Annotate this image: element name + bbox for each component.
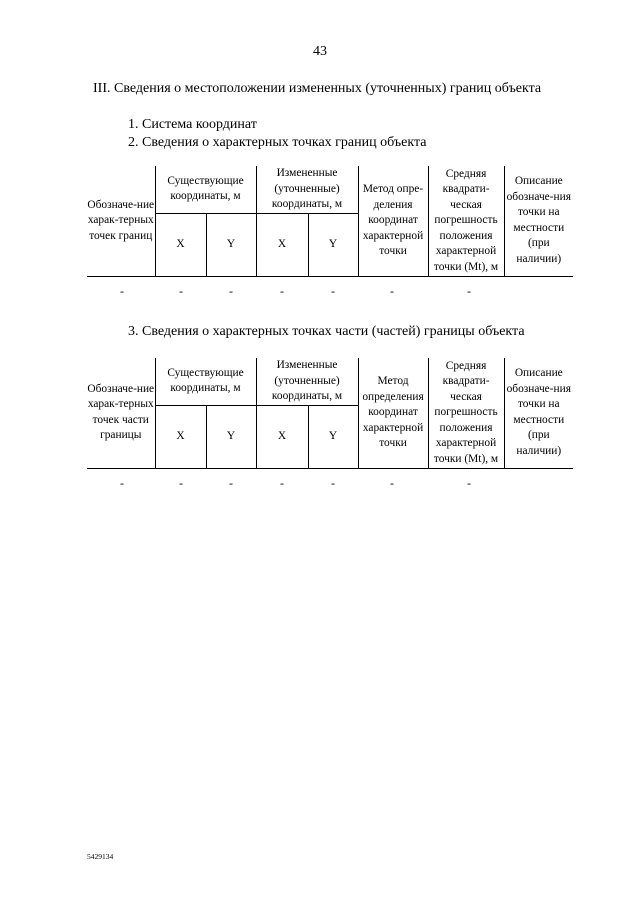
header-existing-y: Y — [206, 405, 256, 468]
header-method: Метод опре-деления координат характерной точки — [358, 166, 428, 276]
document-code: 5429134 — [87, 852, 114, 861]
header-error: Средняя квадрати-ческая погрешность положения характерной точки (Mt), м — [428, 358, 504, 468]
header-changed-coordinates: Измененные (уточненные) координаты, м — [256, 166, 358, 213]
header-changed-x: X — [256, 405, 308, 468]
part-boundary-points-table — [87, 358, 573, 469]
header-changed-y: Y — [308, 213, 358, 276]
header-existing-coordinates: Существующие координаты, м — [155, 166, 256, 213]
table2-cell: - — [229, 476, 233, 490]
section-heading: III. Сведения о местоположении измененных (уточненных) границ объекта — [93, 81, 542, 96]
table1-empty-row — [87, 284, 573, 298]
table2-cell: - — [120, 476, 124, 490]
table2-cell: - — [179, 476, 183, 490]
boundary-points-table — [87, 166, 573, 277]
table2-cell: - — [467, 476, 471, 490]
table1-cell: - — [467, 284, 471, 298]
table1-cell: - — [280, 284, 284, 298]
table1-cell: - — [331, 284, 335, 298]
header-existing-x: X — [155, 213, 206, 276]
table2-cell: - — [331, 476, 335, 490]
table2-empty-row — [87, 476, 573, 490]
table2-cell: - — [280, 476, 284, 490]
header-error: Средняя квадрати-ческая погрешность положения характерной точки (Mt), м — [428, 166, 504, 276]
header-point-designation: Обозначе-ние харак-терных точек границ — [87, 166, 155, 276]
header-description: Описание обозначе-ния точки на местности (при наличии) — [504, 166, 573, 276]
header-existing-y: Y — [206, 213, 256, 276]
header-changed-y: Y — [308, 405, 358, 468]
header-changed-x: X — [256, 213, 308, 276]
table2-cell: - — [390, 476, 394, 490]
header-changed-coordinates: Измененные (уточненные) координаты, м — [256, 358, 358, 405]
header-description: Описание обозначе-ния точки на местности (при наличии) — [504, 358, 573, 468]
header-existing-coordinates: Существующие координаты, м — [155, 358, 256, 405]
table1-cell: - — [390, 284, 394, 298]
page-number: 43 — [313, 44, 327, 59]
item-part-boundary-points: 3. Сведения о характерных точках части (частей) границы объекта — [128, 324, 525, 339]
header-existing-x: X — [155, 405, 206, 468]
item-boundary-points: 2. Сведения о характерных точках границ объекта — [128, 135, 427, 150]
item-coordinate-system: 1. Система координат — [128, 117, 257, 132]
table1-cell: - — [229, 284, 233, 298]
table1-cell: - — [179, 284, 183, 298]
table1-cell: - — [120, 284, 124, 298]
header-point-designation: Обозначе-ние харак-терных точек части границы — [87, 358, 155, 468]
header-method: Метод определения координат характерной точки — [358, 358, 428, 468]
